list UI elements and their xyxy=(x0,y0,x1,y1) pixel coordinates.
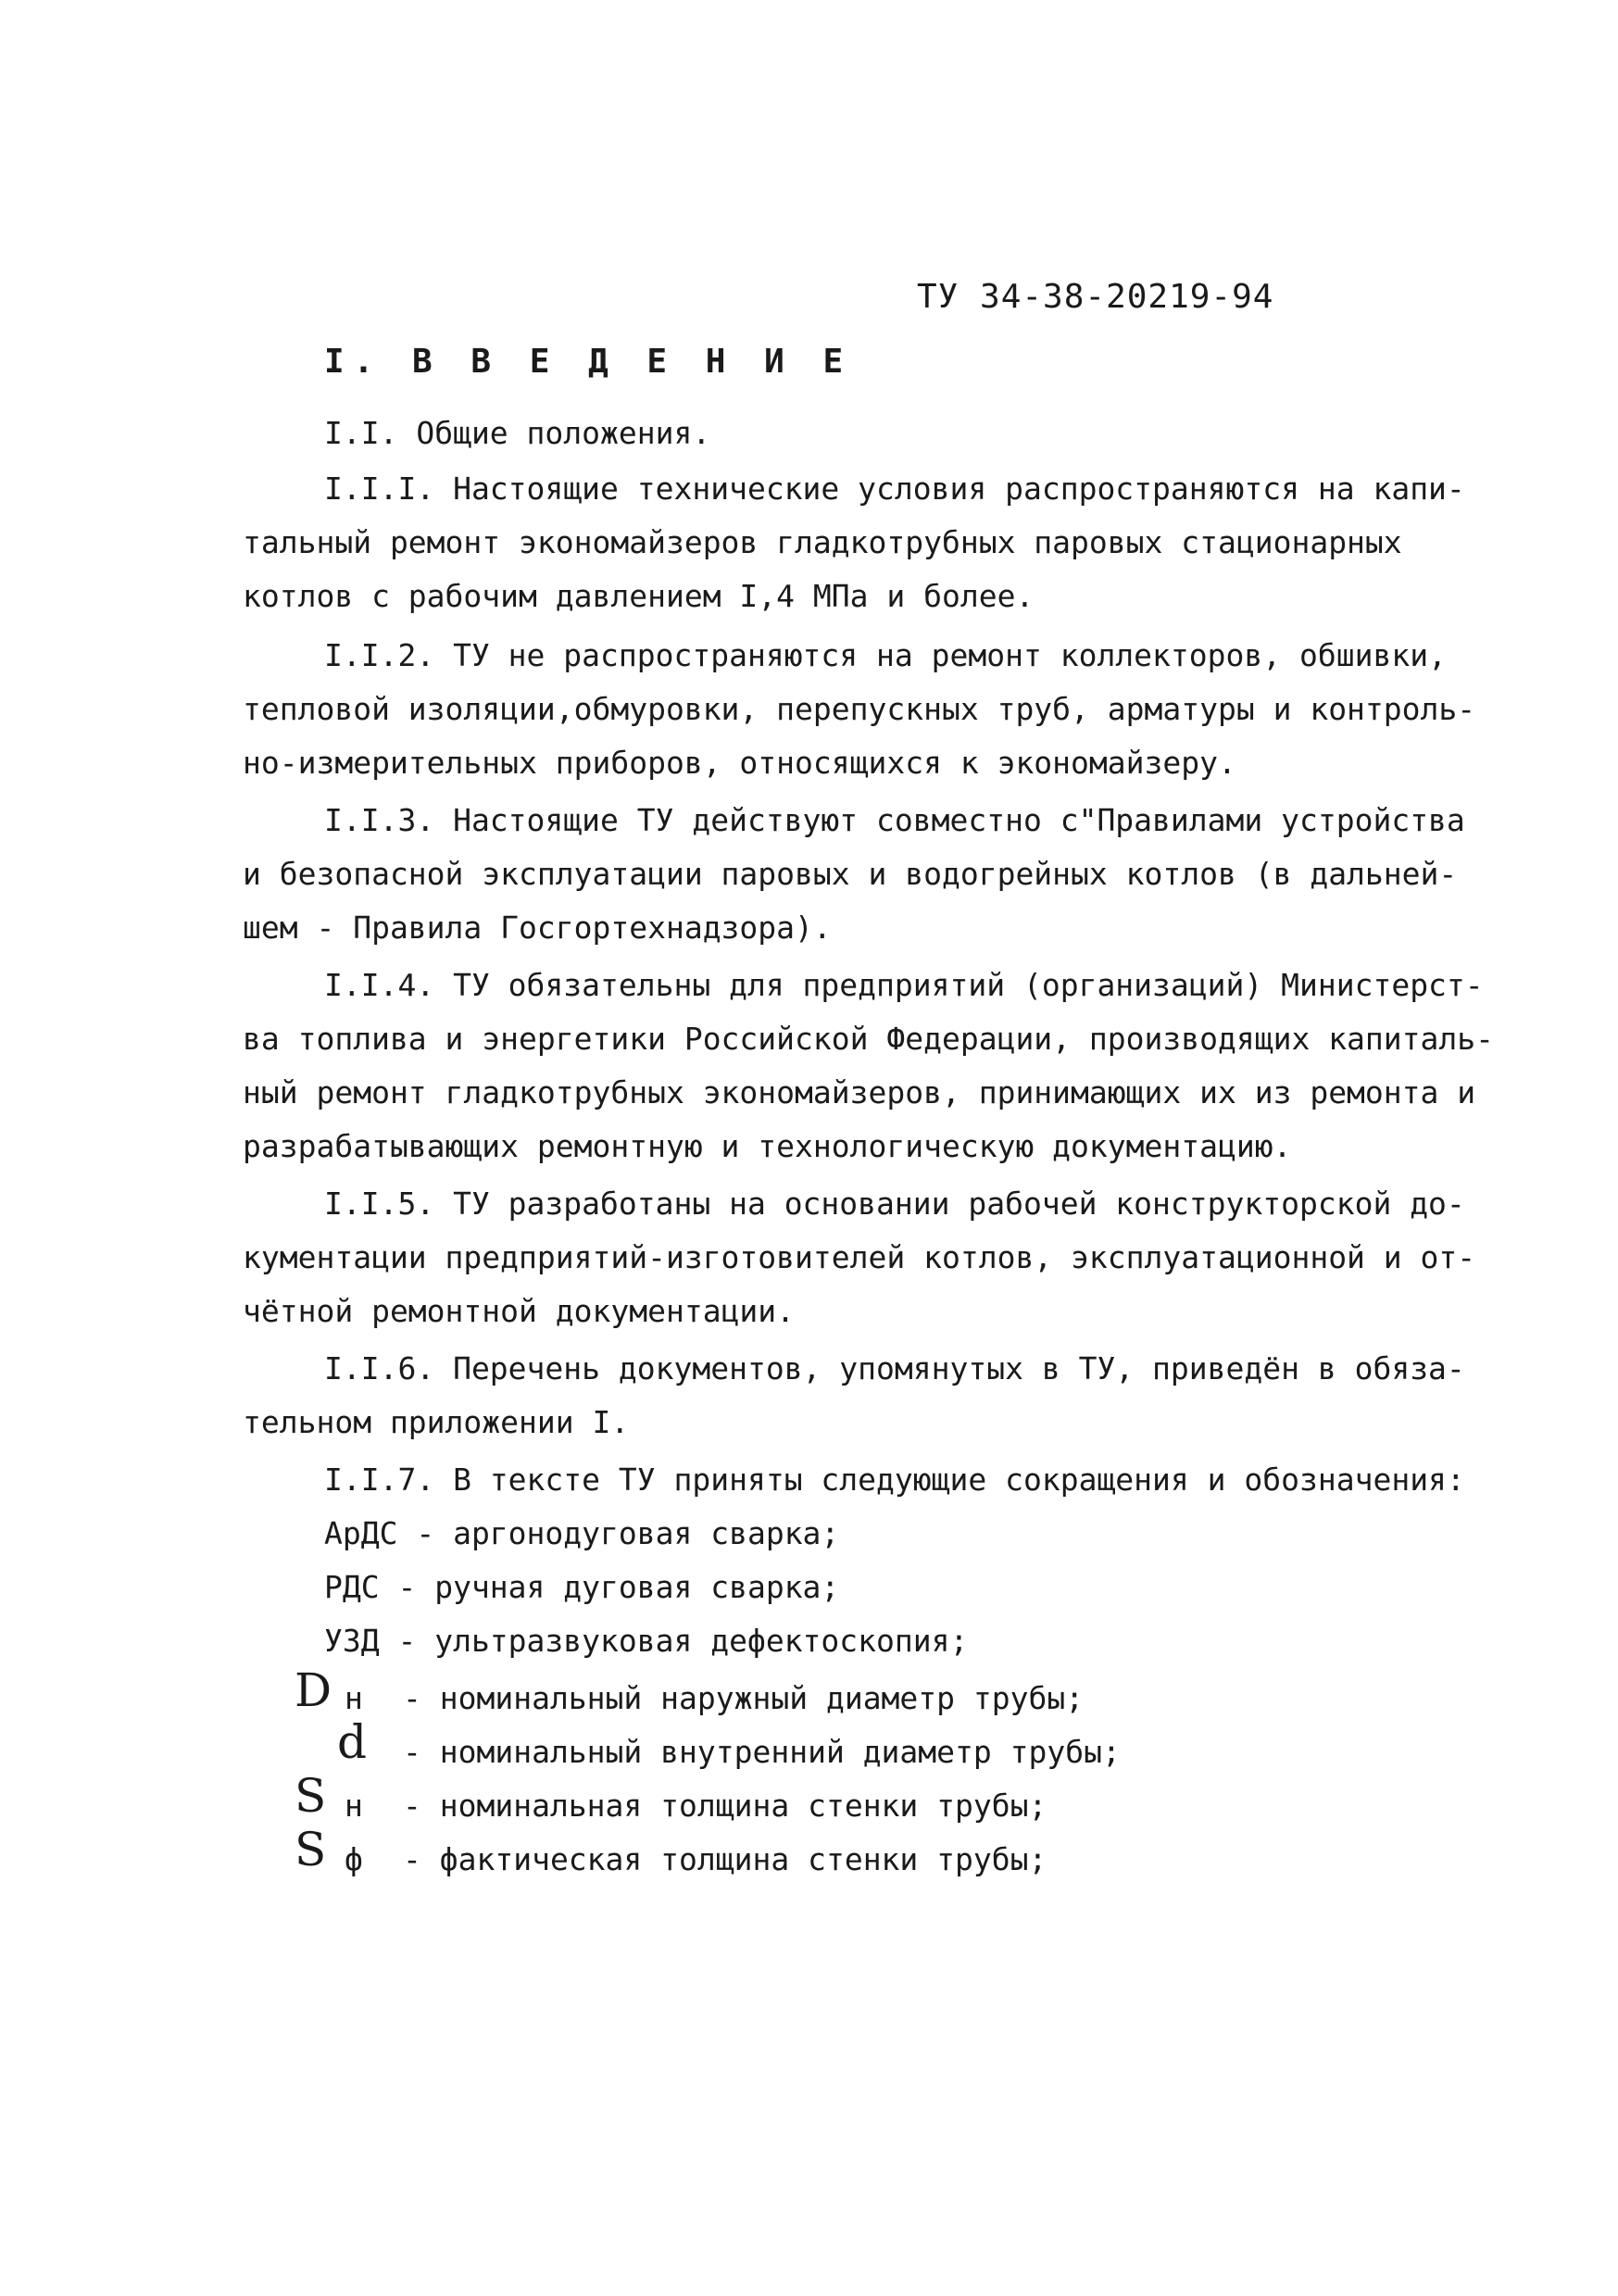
paragraph-line: кументации предприятий-изготовителей котлов, эксплуатационной и от- xyxy=(243,1239,1476,1275)
paragraph-line: чётной ремонтной документации. xyxy=(243,1293,796,1329)
symbol-subscript: ф xyxy=(345,1841,363,1877)
paragraph-line: I.I.2. ТУ не распространяются на ремонт коллекторов, обшивки, xyxy=(324,637,1447,673)
paragraph-line: I.I.5. ТУ разработаны на основании рабочей конструкторской до- xyxy=(324,1186,1465,1222)
paragraph-line: ва топлива и энергетики Российской Федерации, производящих капиталь- xyxy=(243,1021,1495,1057)
paragraph-line: I.I.6. Перечень документов, упомянутых в ТУ, приведён в обяза- xyxy=(324,1350,1465,1386)
symbol-glyph: S xyxy=(295,1823,327,1876)
symbol-glyph: D xyxy=(295,1663,332,1717)
paragraph-line: разрабатывающих ремонтную и технологическую документацию. xyxy=(243,1128,1292,1164)
paragraph-line: шем - Правила Госгортехнадзора). xyxy=(243,910,832,946)
paragraph-line: I.I.I. Настоящие технические условия распространяются на капи- xyxy=(324,470,1465,507)
symbol-definition: - номинальный наружный диаметр трубы; xyxy=(403,1680,1085,1716)
abbreviation-item: АрДС - аргонодуговая сварка; xyxy=(324,1515,840,1551)
symbol-subscript: н xyxy=(345,1788,363,1824)
symbol-glyph: S xyxy=(295,1769,327,1823)
symbol-definition: - номинальный внутренний диаметр трубы; xyxy=(403,1734,1121,1770)
paragraph-line: I.I.7. В тексте ТУ приняты следующие сокращения и обозначения: xyxy=(324,1462,1465,1498)
paragraph-line: котлов с рабочим давлением I,4 МПа и более. xyxy=(243,578,1035,614)
paragraph-line: ный ремонт гладкотрубных экономайзеров, принимающих их из ремонта и xyxy=(243,1074,1476,1110)
symbol-definition: - номинальная толщина стенки трубы; xyxy=(403,1788,1047,1824)
symbol-subscript: н xyxy=(345,1680,363,1716)
subsection-heading: I.I. Общие положения. xyxy=(324,415,711,451)
document-number: ТУ 34-38-20219-94 xyxy=(917,278,1274,316)
paragraph-line: тальный ремонт экономайзеров гладкотрубных паровых стационарных xyxy=(243,524,1402,560)
symbol-glyph: d xyxy=(337,1715,368,1769)
paragraph-line: и безопасной эксплуатации паровых и водогрейных котлов (в дальней- xyxy=(243,856,1458,892)
paragraph-line: тепловой изоляции,обмуровки, перепускных труб, арматуры и контроль- xyxy=(243,691,1476,727)
abbreviation-item: УЗД - ультразвуковая дефектоскопия; xyxy=(324,1623,969,1659)
paragraph-line: I.I.3. Настоящие ТУ действуют совместно с"Правилами устройства xyxy=(324,802,1465,838)
paragraph-line: тельном приложении I. xyxy=(243,1404,630,1440)
paragraph-line: I.I.4. ТУ обязательны для предприятий (организаций) Министерст- xyxy=(324,967,1484,1003)
abbreviation-item: РДС - ручная дуговая сварка; xyxy=(324,1569,840,1605)
paragraph-line: но-измерительных приборов, относящихся к экономайзеру. xyxy=(243,745,1236,781)
section-title: I. В В Е Д Е Н И Е xyxy=(324,343,853,381)
symbol-definition: - фактическая толщина стенки трубы; xyxy=(403,1841,1047,1877)
